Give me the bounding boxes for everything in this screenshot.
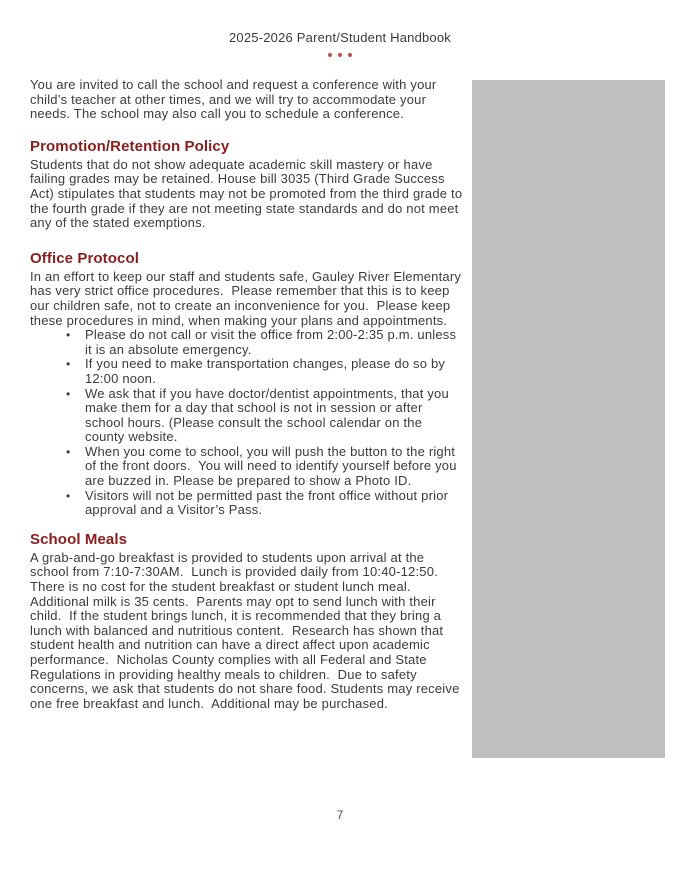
intro-paragraph: You are invited to call the school and request a conference with your child’s teacher at other times, and we will try to accommodate your needs. The school may also call you to schedule a conference. [30, 77, 441, 122]
bullet-icon: • [66, 488, 71, 503]
bullet-icon: • [66, 444, 71, 459]
dot-icon [348, 53, 352, 57]
list-item [66, 445, 464, 489]
dot-icon [328, 53, 332, 57]
dot-icon [338, 53, 342, 57]
bullet-text: Please do not call or visit the office from 2:00-2:35 p.m. unless it is an absolute emergency. [85, 327, 460, 357]
office-protocol-paragraph: In an effort to keep our staff and students safe, Gauley River Elementary has very strict office procedures. Please remember that this is to keep our children safe, not to create an inconvenience for you. Please keep these procedures in mind, when making your plans and appointments. [30, 268, 465, 328]
list-item [66, 357, 464, 386]
header-dots-decoration [0, 53, 680, 57]
bullet-icon: • [66, 328, 71, 343]
bullet-icon: • [66, 386, 71, 401]
office-protocol-bullet-list [66, 328, 464, 518]
image-placeholder [472, 80, 665, 758]
document-content [30, 77, 467, 711]
list-item [66, 387, 464, 445]
section-heading-school-meals: School Meals [30, 530, 128, 548]
section-heading-office-protocol: Office Protocol [30, 249, 140, 267]
page-header [0, 30, 680, 57]
bullet-text: If you need to make transportation changes, please do so by 12:00 noon. [85, 356, 449, 386]
header-title: 2025-2026 Parent/Student Handbook [229, 30, 451, 45]
list-item [66, 328, 464, 357]
section-heading-promotion-retention-policy: Promotion/Retention Policy [30, 137, 230, 155]
bullet-text: We ask that if you have doctor/dentist appointments, that you make them for a day that school is not in session or after school hours. (Please consult the school calendar on the county website. [85, 385, 453, 445]
bullet-text: Visitors will not be permitted past the front office without prior approval and a Visitor’s Pass. [85, 487, 452, 518]
list-item [66, 489, 464, 518]
page-number: 7 [336, 808, 344, 822]
school-meals-paragraph: A grab-and-go breakfast is provided to students upon arrival at the school from 7:10-7:30AM. Lunch is provided daily from 10:40-12:50. There is no cost for the student breakfast or student lunch meal. Additional milk is 35 cents. Parents may opt to send lunch with their child. If the student brings lunch, it is recommended that they bring a lunch with balanced and nutritious content. Research has shown that student health and nutrition can have a direct affect upon academic performance. Nicholas County complies with all Federal and State Regulations in providing healthy meals to children. Due to safety concerns, we ask that students do not share food. Students may receive one free breakfast and lunch. Additional may be purchased. [30, 549, 464, 711]
bullet-icon: • [66, 357, 71, 372]
bullet-text: When you come to school, you will push the button to the right of the front doors. You will need to identify yourself before you are buzzed in. Please be prepared to show a Photo ID. [85, 443, 461, 489]
promotion-retention-paragraph: Students that do not show adequate academic skill mastery or have failing grades may be retained. House bill 3035 (Third Grade Success Act) stipulates that students may not be promoted from the third grade to the fourth grade if they are not meeting state standards and do not meet any of the stated exemptions. [30, 156, 467, 231]
